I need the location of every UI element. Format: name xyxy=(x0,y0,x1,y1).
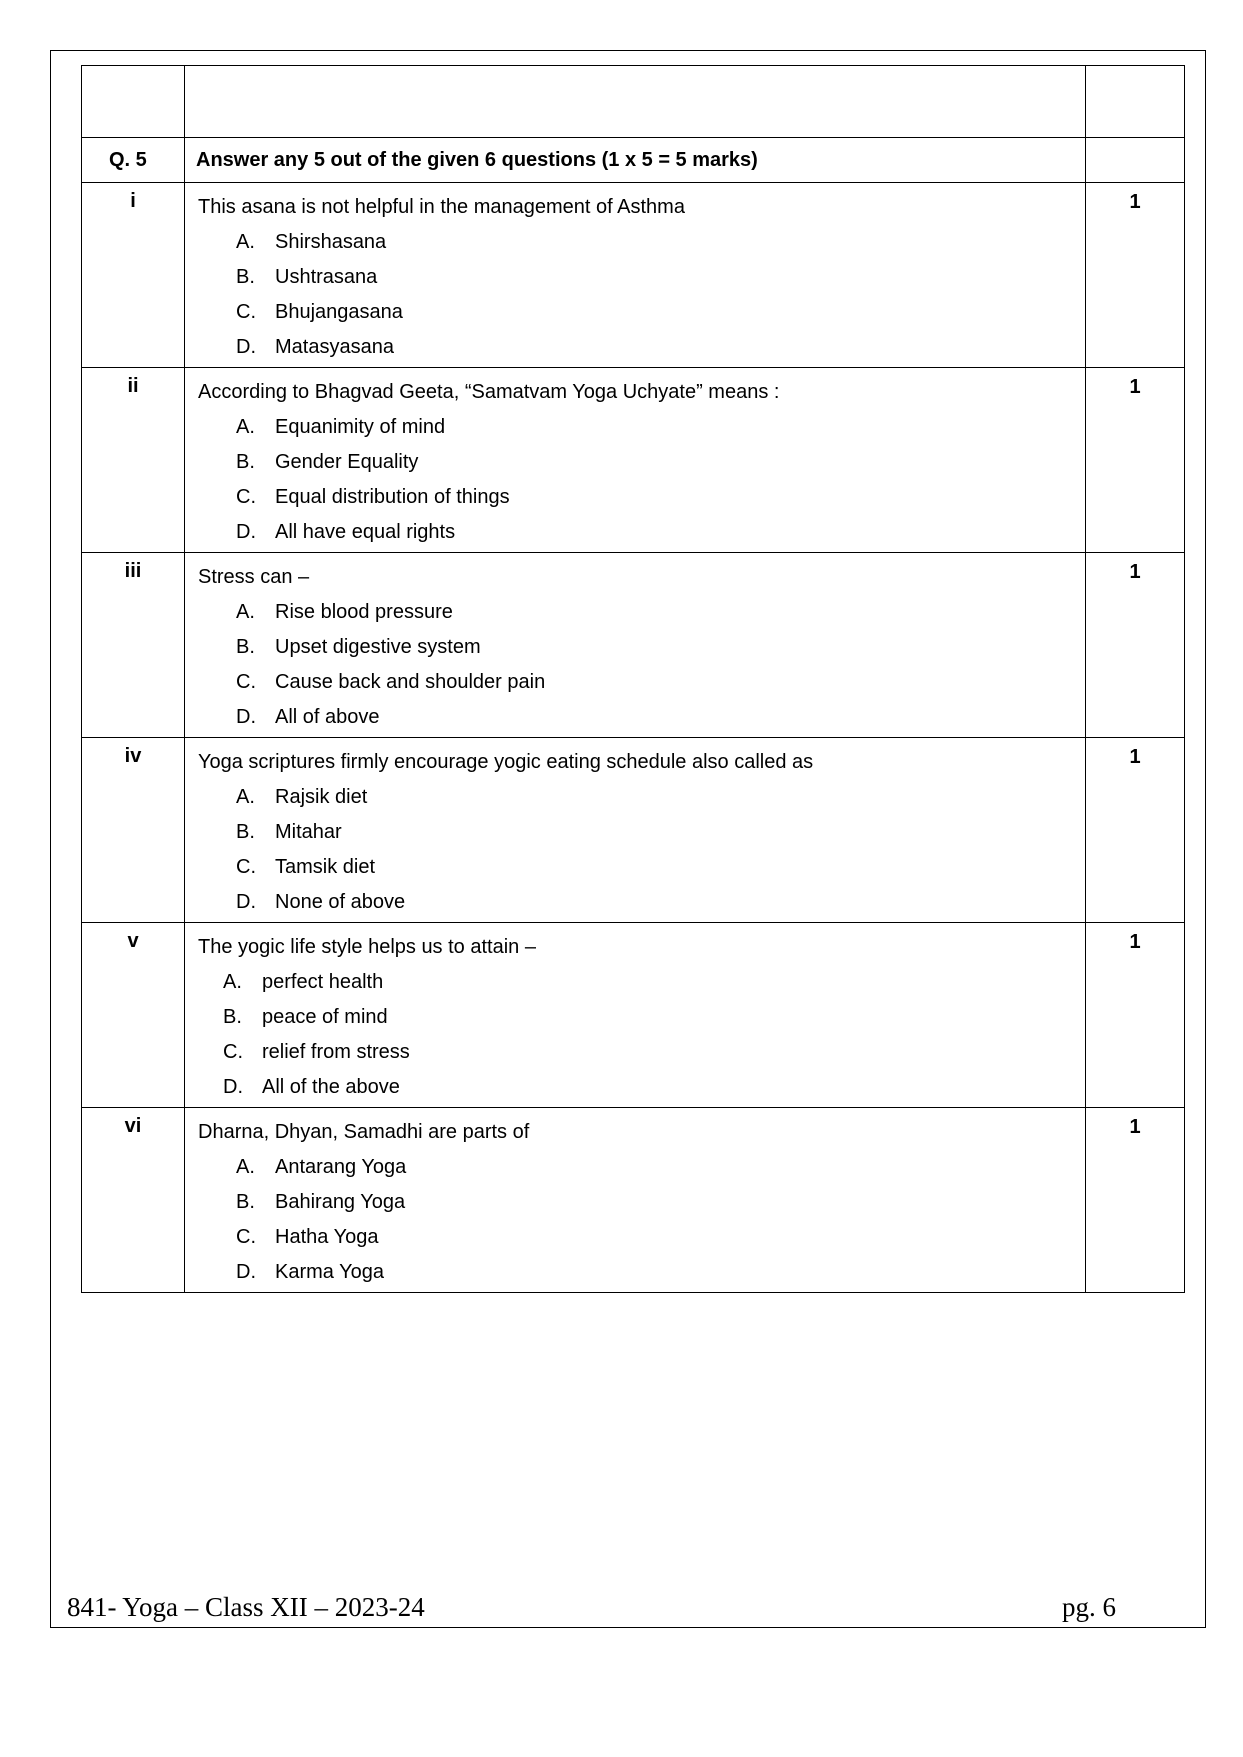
question-row xyxy=(82,923,1185,1108)
option-letter: A. xyxy=(236,416,255,438)
option-text: Karma Yoga xyxy=(275,1261,384,1283)
option-text: All of the above xyxy=(262,1076,400,1098)
option xyxy=(198,1000,1085,1035)
option-letter: B. xyxy=(236,266,255,288)
option-letter: A. xyxy=(236,601,255,623)
question-row xyxy=(82,1108,1185,1293)
option xyxy=(198,410,1085,445)
option xyxy=(198,1150,1085,1185)
option xyxy=(198,1255,1085,1290)
option xyxy=(198,595,1085,630)
option-text: Equanimity of mind xyxy=(275,416,446,438)
option-text: Hatha Yoga xyxy=(275,1226,379,1248)
option-text: Matasyasana xyxy=(275,336,394,358)
option xyxy=(198,1185,1085,1220)
option-letter: C. xyxy=(236,671,256,693)
option xyxy=(198,260,1085,295)
question-number: ii xyxy=(82,368,185,553)
option-text: Equal distribution of things xyxy=(275,486,510,508)
question-number: iii xyxy=(82,553,185,738)
option-letter: C. xyxy=(236,856,256,878)
blank-row xyxy=(82,66,1185,138)
option-letter: A. xyxy=(223,971,242,993)
question-row xyxy=(82,183,1185,368)
option-letter: B. xyxy=(236,1191,255,1213)
option-text: Antarang Yoga xyxy=(275,1156,407,1178)
option-letter: D. xyxy=(236,891,256,913)
option-text: relief from stress xyxy=(262,1041,410,1063)
question-text: The yogic life style helps us to attain – xyxy=(198,936,536,958)
question-table xyxy=(81,65,1185,1293)
option-text: Bhujangasana xyxy=(275,301,403,323)
option-text: None of above xyxy=(275,891,406,913)
option-letter: C. xyxy=(236,301,256,323)
section-header-row xyxy=(82,138,1185,183)
question-marks: 1 xyxy=(1086,1108,1185,1293)
option xyxy=(198,515,1085,550)
option-text: Ushtrasana xyxy=(275,266,378,288)
option xyxy=(198,330,1085,365)
option xyxy=(198,965,1085,1000)
option-letter: C. xyxy=(236,1226,256,1248)
option xyxy=(198,1220,1085,1255)
option xyxy=(198,780,1085,815)
option-text: peace of mind xyxy=(262,1006,388,1028)
question-number: iv xyxy=(82,738,185,923)
option-letter: D. xyxy=(236,1261,256,1283)
option xyxy=(198,225,1085,260)
option xyxy=(198,630,1085,665)
option-text: Rajsik diet xyxy=(275,786,368,808)
option-text: All of above xyxy=(275,706,380,728)
question-marks: 1 xyxy=(1086,368,1185,553)
option-letter: C. xyxy=(236,486,256,508)
question-text: Stress can – xyxy=(198,566,310,588)
option xyxy=(198,1035,1085,1070)
question-number: i xyxy=(82,183,185,368)
footer-title: 841- Yoga – Class XII – 2023-24 xyxy=(67,1592,425,1622)
option-letter: A. xyxy=(236,1156,255,1178)
option xyxy=(198,700,1085,735)
option xyxy=(198,815,1085,850)
option-text: Tamsik diet xyxy=(275,856,376,878)
option xyxy=(198,885,1085,920)
option-text: Mitahar xyxy=(275,821,342,843)
option xyxy=(198,480,1085,515)
section-instruction: Answer any 5 out of the given 6 questions (1 x 5 = 5 marks) xyxy=(185,138,1086,183)
option-letter: D. xyxy=(236,706,256,728)
question-row xyxy=(82,368,1185,553)
option xyxy=(198,850,1085,885)
option-text: Cause back and shoulder pain xyxy=(275,671,546,693)
option-letter: B. xyxy=(236,821,255,843)
option xyxy=(198,665,1085,700)
option-letter: B. xyxy=(223,1006,242,1028)
question-marks: 1 xyxy=(1086,183,1185,368)
question-marks: 1 xyxy=(1086,738,1185,923)
option xyxy=(198,445,1085,480)
question-marks: 1 xyxy=(1086,553,1185,738)
option-text: All have equal rights xyxy=(275,521,456,543)
question-number: v xyxy=(82,923,185,1108)
option-text: Shirshasana xyxy=(275,231,387,253)
question-number: vi xyxy=(82,1108,185,1293)
option-letter: B. xyxy=(236,636,255,658)
question-text: Dharna, Dhyan, Samadhi are parts of xyxy=(198,1121,530,1143)
option-letter: D. xyxy=(223,1076,243,1098)
section-number: Q. 5 xyxy=(82,138,185,183)
question-row xyxy=(82,738,1185,923)
option-text: Gender Equality xyxy=(275,451,419,473)
option-letter: B. xyxy=(236,451,255,473)
option-text: perfect health xyxy=(262,971,384,993)
option-text: Upset digestive system xyxy=(275,636,481,658)
option-text: Bahirang Yoga xyxy=(275,1191,406,1213)
option-letter: C. xyxy=(223,1041,243,1063)
option-letter: D. xyxy=(236,336,256,358)
option xyxy=(198,295,1085,330)
question-text: This asana is not helpful in the management of Asthma xyxy=(198,196,685,218)
question-marks: 1 xyxy=(1086,923,1185,1108)
option xyxy=(198,1070,1085,1105)
question-text: Yoga scriptures firmly encourage yogic eating schedule also called as xyxy=(198,751,814,773)
option-text: Rise blood pressure xyxy=(275,601,453,623)
question-row xyxy=(82,553,1185,738)
page-number: pg. 6 xyxy=(1062,1592,1116,1622)
question-text: According to Bhagvad Geeta, “Samatvam Yoga Uchyate” means : xyxy=(198,381,780,403)
option-letter: A. xyxy=(236,786,255,808)
option-letter: D. xyxy=(236,521,256,543)
option-letter: A. xyxy=(236,231,255,253)
